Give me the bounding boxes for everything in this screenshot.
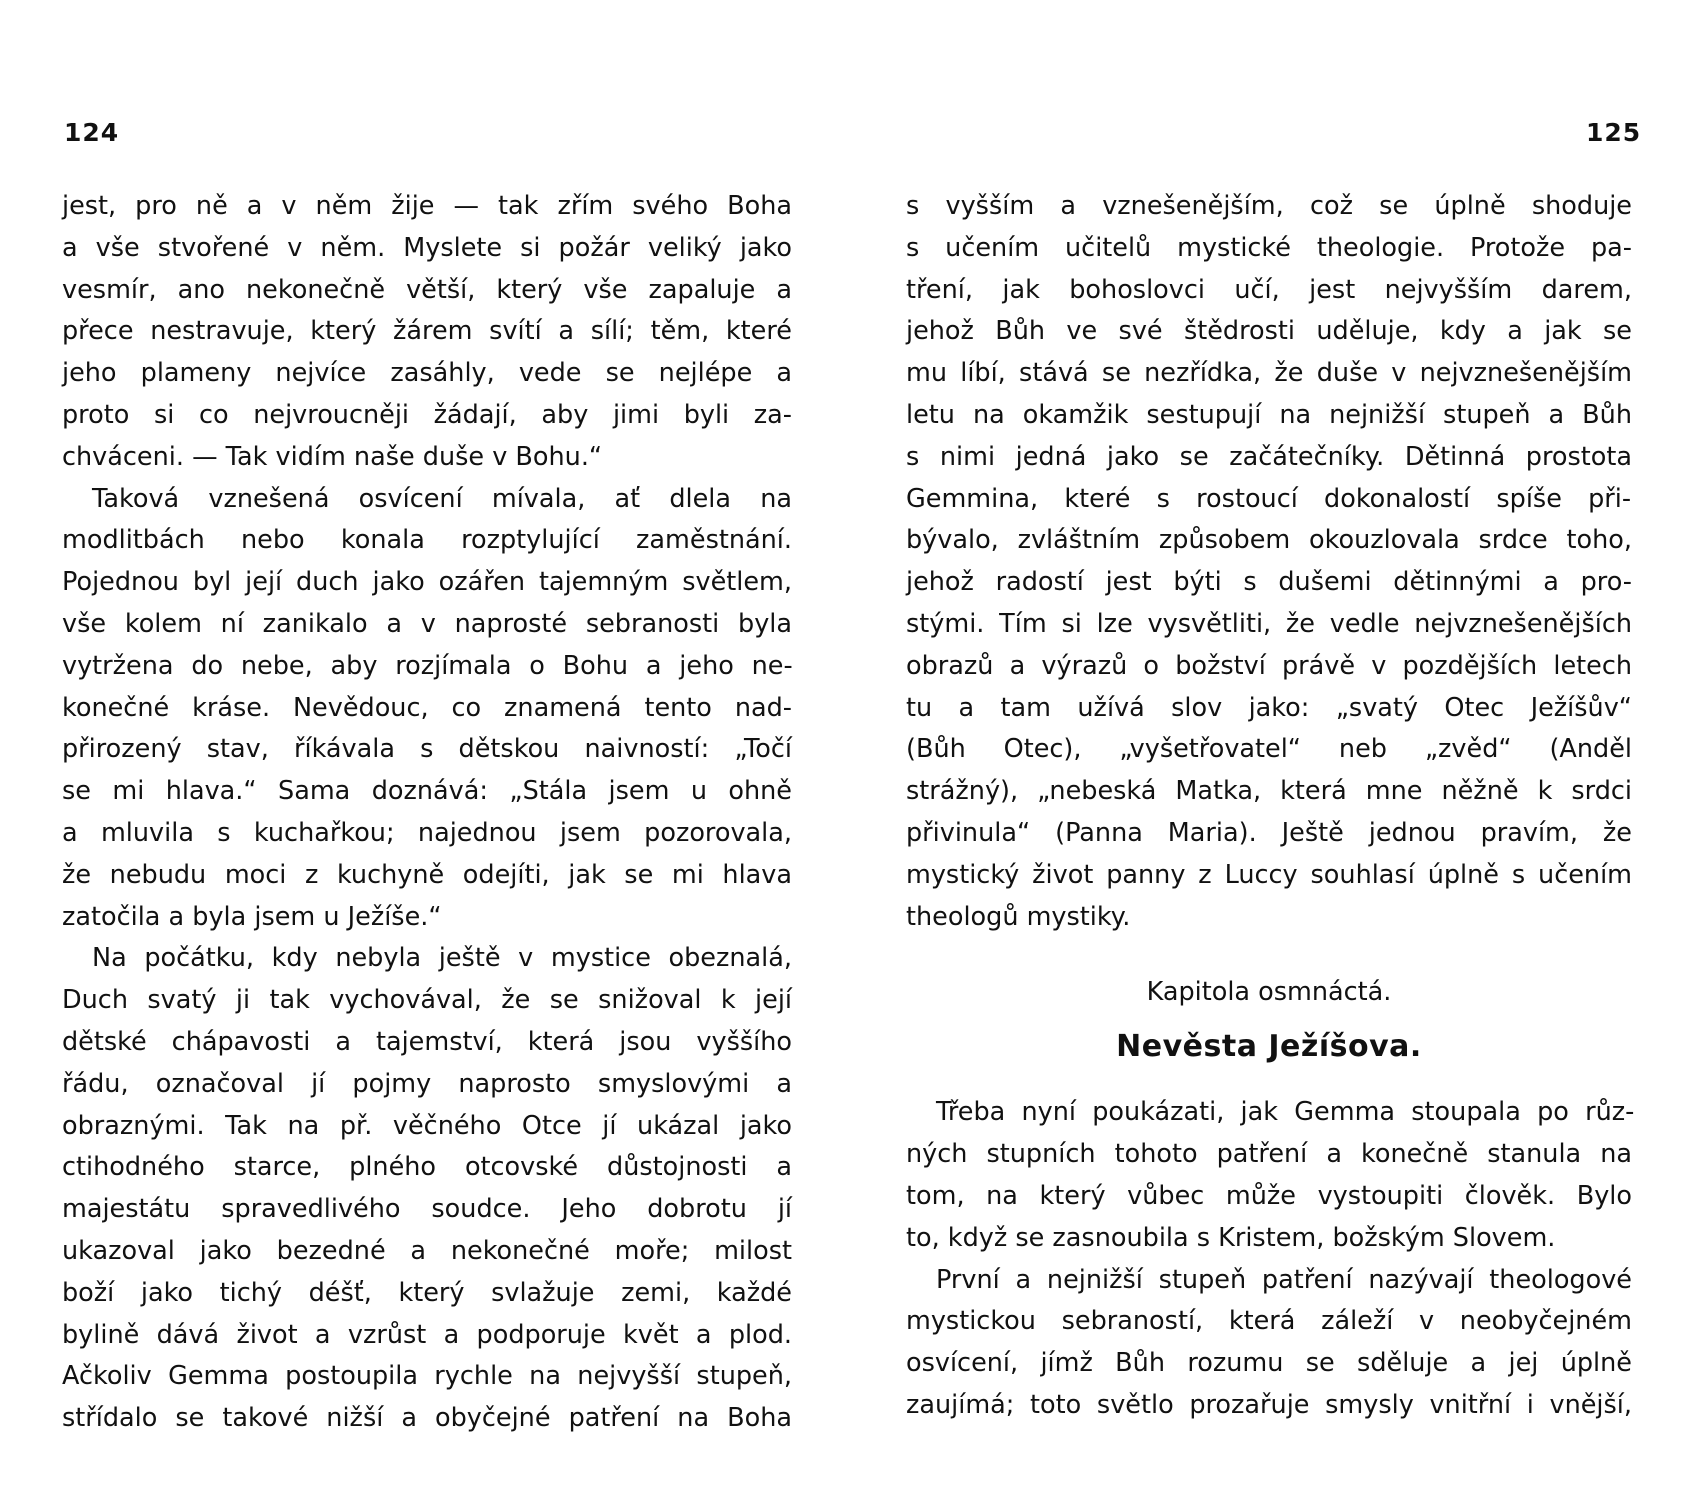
text-line: tom, na který vůbec může vystoupiti člověk. Bylo (906, 1180, 1632, 1211)
text-line: to, když se zasnoubila s Kristem, božským Slovem. (906, 1222, 1556, 1253)
text-line: jeho plameny nejvíce zasáhly, vede se nejlépe a (62, 358, 792, 389)
text-line: Pojednou byl její duch jako ozářen tajemným světlem, (62, 567, 792, 598)
text-line: s učením učitelů mystické theologie. Protože pa- (906, 232, 1632, 263)
text-line: s nimi jedná jako se začátečníky. Dětinná prostota (906, 441, 1632, 472)
text-line: se mi hlava.“ Sama doznává: „Stála jsem u ohně (62, 776, 792, 807)
text-line: boží jako tichý déšť, který svlažuje zemi, každé (62, 1277, 792, 1308)
chapter-title: Nevěsta Ježíšova. (1116, 1029, 1422, 1065)
body-text (906, 186, 1632, 1427)
text-line: střídalo se takové nižší a obyčejné patření na Boha (62, 1403, 792, 1434)
text-line: s vyšším a vznešenějším, což se úplně shoduje (906, 191, 1632, 221)
text-line: Na počátku, kdy nebyla ještě v mystice obeznalá, (92, 943, 792, 974)
text-line: přece nestravuje, který žárem svítí a sílí; těm, které (62, 316, 792, 347)
text-line: jest, pro ně a v něm žije — tak zřím svého Boha (62, 191, 792, 221)
text-line: mystickou sebraností, která záleží v neobyčejném (906, 1306, 1632, 1337)
text-line: Taková vznešená osvícení mívala, ať dlela na (92, 483, 792, 514)
text-line: Gemmina, které s rostoucí dokonalostí spíše při- (906, 483, 1632, 514)
text-line: obrazů a výrazů o božství právě v pozdějších letech (906, 650, 1632, 681)
text-line: theologů mystiky. (906, 901, 1131, 932)
text-line: jehož radostí jest býti s dušemi dětinnými a pro- (906, 567, 1632, 598)
text-line: zatočila a byla jsem u Ježíše.“ (62, 901, 442, 932)
text-line: modlitbách nebo konala rozptylující zaměstnání. (62, 525, 792, 556)
text-line: že nebudu moci z kuchyně odejíti, jak se mi hlava (62, 859, 792, 890)
text-line: přirozený stav, říkávala s dětskou naivností: „Točí (62, 734, 792, 765)
page-number: 124 (64, 118, 120, 147)
chapter-label: Kapitola osmnáctá. (1146, 977, 1392, 1008)
text-line: a mluvila s kuchařkou; najednou jsem pozorovala, (62, 817, 792, 848)
text-line: letu na okamžik sestupují na nejnižší stupeň a Bůh (906, 399, 1632, 430)
text-line: řádu, označoval jí pojmy naprosto smyslovými a (62, 1068, 792, 1099)
text-line: a vše stvořené v něm. Myslete si požár veliký jako (62, 232, 792, 263)
text-line: vytržena do nebe, aby rozjímala o Bohu a jeho ne- (62, 650, 792, 681)
right-page (846, 0, 1692, 1500)
text-line: První a nejnižší stupeň patření nazývají theologové (936, 1264, 1632, 1295)
text-line: obraznými. Tak na př. věčného Otce jí ukázal jako (62, 1110, 792, 1141)
text-line: tu a tam užívá slov jako: „svatý Otec Ježíšův“ (906, 692, 1632, 723)
body-text (62, 186, 792, 1440)
text-line: bývalo, zvláštním způsobem okouzlovala srdce toho, (906, 525, 1632, 556)
text-line: konečné kráse. Nevědouc, co znamená tento nad- (62, 692, 792, 723)
text-line: Duch svatý ji tak vychovával, že se snižoval k její (62, 985, 792, 1016)
text-line: chváceni. — Tak vidím naše duše v Bohu.“ (62, 441, 603, 472)
text-line: vesmír, ano nekonečně větší, který vše zapaluje a (62, 274, 792, 305)
text-line: mystický život panny z Luccy souhlasí úplně s učením (906, 859, 1632, 890)
text-line: Ačkoliv Gemma postoupila rychle na nejvyšší stupeň, (62, 1361, 792, 1392)
text-line: stými. Tím si lze vysvětliti, že vedle nejvznešenějších (906, 608, 1632, 639)
text-line: vše kolem ní zanikalo a v naprosté sebranosti byla (62, 608, 792, 639)
text-line: Třeba nyní poukázati, jak Gemma stoupala po růz- (936, 1097, 1632, 1128)
text-line: (Bůh Otec), „vyšetřovatel“ neb „zvěd“ (Anděl (906, 734, 1632, 765)
text-line: osvícení, jímž Bůh rozumu se sděluje a jej úplně (906, 1348, 1632, 1379)
text-line: přivinula“ (Panna Maria). Ještě jednou pravím, že (906, 817, 1632, 848)
text-line: bylině dává život a vzrůst a podporuje květ a plod. (62, 1319, 792, 1350)
text-line: ctihodného starce, plného otcovské důstojnosti a (62, 1152, 792, 1183)
text-line: ukazoval jako bezedné a nekonečné moře; milost (62, 1235, 792, 1266)
text-line: dětské chápavosti a tajemství, která jsou vyššího (62, 1026, 792, 1057)
text-line: mu líbí, stává se nezřídka, že duše v nejvznešenějším (906, 358, 1632, 389)
text-line: proto si co nejvroucněji žádají, aby jimi byli za- (62, 399, 792, 430)
text-line: majestátu spravedlivého soudce. Jeho dobrotu jí (62, 1194, 792, 1225)
text-line: strážný), „nebeská Matka, která mne něžně k srdci (906, 776, 1632, 807)
text-line: ných stupních tohoto patření a konečně stanula na (906, 1139, 1632, 1170)
text-line: jehož Bůh ve své štědrosti uděluje, kdy a jak se (906, 316, 1632, 347)
text-line: zaujímá; toto světlo prozařuje smysly vnitřní i vnější, (906, 1389, 1632, 1420)
text-line: tření, jak bohoslovci učí, jest nejvyšším darem, (906, 274, 1632, 305)
page-number: 125 (1586, 118, 1642, 147)
